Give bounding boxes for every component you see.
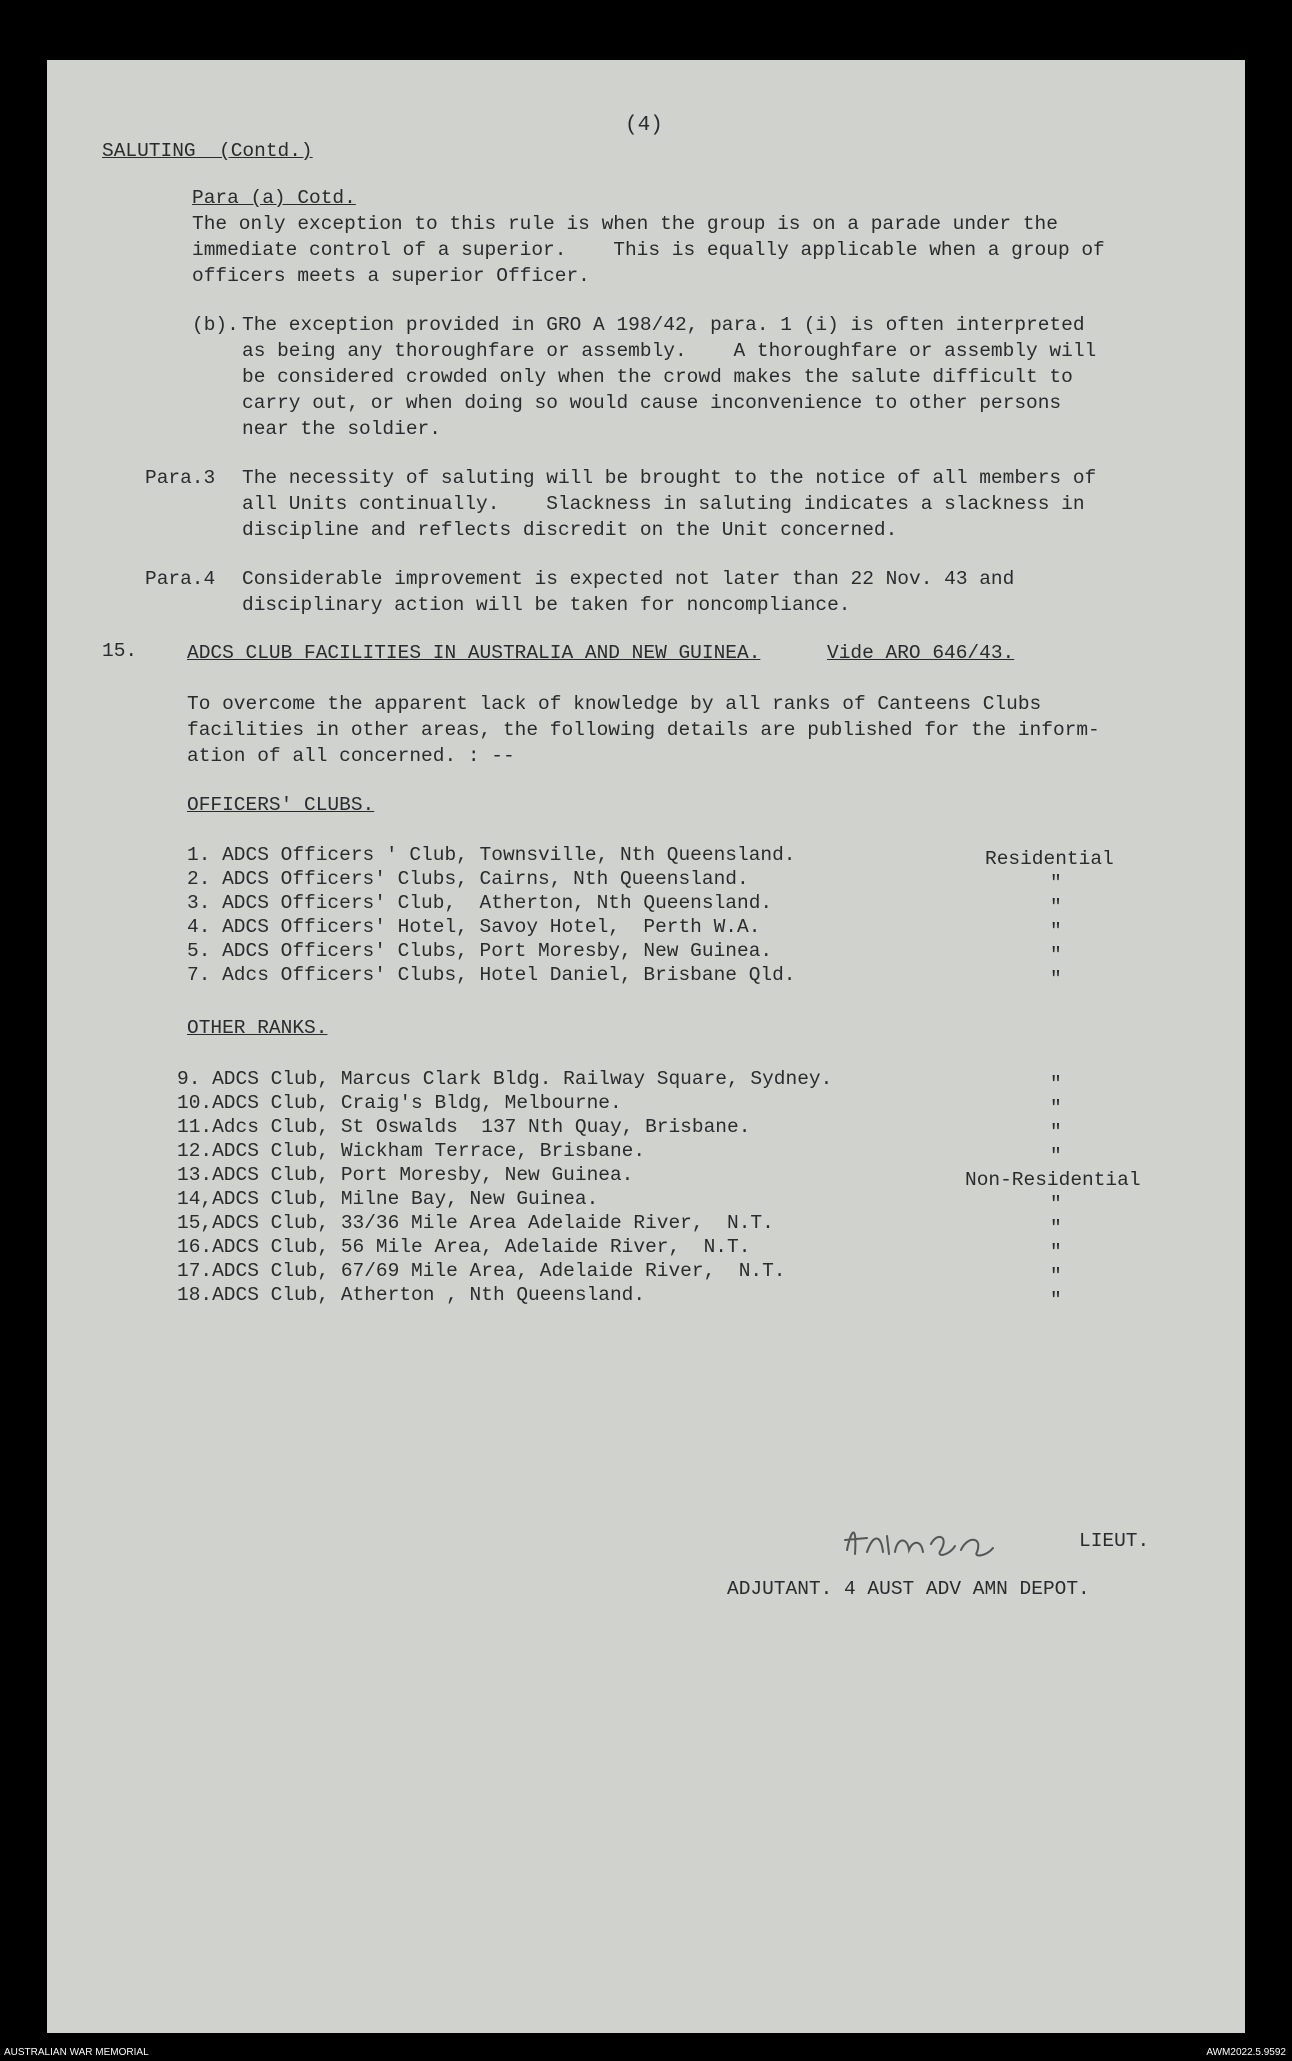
footer-left-label: AUSTRALIAN WAR MEMORIAL <box>4 2047 149 2058</box>
officers-club-status: " <box>1050 944 1062 966</box>
officers-club-status: " <box>1050 872 1062 894</box>
other-ranks-item: 15,ADCS Club, 33/36 Mile Area Adelaide River, N.T. <box>177 1212 774 1234</box>
section-15-ref: Vide ARO 646/43. <box>827 642 1015 664</box>
section-15-intro-line: ation of all concerned. : -- <box>187 745 515 767</box>
para-b-line: carry out, or when doing so would cause inconvenience to other persons <box>242 392 1062 414</box>
other-ranks-item: 10.ADCS Club, Craig's Bldg, Melbourne. <box>177 1092 622 1114</box>
para-3-line: all Units continually. Slackness in saluting indicates a slackness in <box>242 493 1085 515</box>
other-ranks-status: " <box>1050 1217 1062 1239</box>
para-b-line: The exception provided in GRO A 198/42, para. 1 (i) is often interpreted <box>242 314 1085 336</box>
other-ranks-status: " <box>1050 1241 1062 1263</box>
other-ranks-item: 11.Adcs Club, St Oswalds 137 Nth Quay, Brisbane. <box>177 1116 751 1138</box>
section-15-number: 15. <box>102 640 138 662</box>
section-15-title: ADCS CLUB FACILITIES IN AUSTRALIA AND NEW GUINEA. <box>187 642 761 664</box>
para-b-line: as being any thoroughfare or assembly. A thoroughfare or assembly will <box>242 340 1097 362</box>
other-ranks-status: " <box>1050 1073 1062 1095</box>
section-15-intro-line: facilities in other areas, the following details are published for the inform- <box>187 719 1100 741</box>
other-ranks-status: " <box>1050 1097 1062 1119</box>
para-a-line: The only exception to this rule is when the group is on a parade under the <box>192 213 1058 235</box>
officers-club-status: " <box>1050 920 1062 942</box>
other-ranks-item: 17.ADCS Club, 67/69 Mile Area, Adelaide River, N.T. <box>177 1260 786 1282</box>
other-ranks-item: 12.ADCS Club, Wickham Terrace, Brisbane. <box>177 1140 646 1162</box>
para-4-label: Para.4 <box>145 568 216 590</box>
footer-right-label: AWM2022.5.9592 <box>1206 2047 1286 2058</box>
officers-club-status: Residential <box>985 848 1114 870</box>
para-b-line: be considered crowded only when the crowd makes the salute difficult to <box>242 366 1073 388</box>
handwritten-signature <box>837 1510 1067 1570</box>
para-a-label: Para (a) Cotd. <box>192 187 356 209</box>
para-4-line: disciplinary action will be taken for noncompliance. <box>242 594 851 616</box>
other-ranks-item: 16.ADCS Club, 56 Mile Area, Adelaide River, N.T. <box>177 1236 751 1258</box>
para-b-line: near the soldier. <box>242 418 441 440</box>
other-ranks-status: Non-Residential <box>965 1169 1141 1191</box>
other-ranks-item: 14,ADCS Club, Milne Bay, New Guinea. <box>177 1188 599 1210</box>
other-ranks-status: " <box>1050 1193 1062 1215</box>
officers-club-item: 7. Adcs Officers' Clubs, Hotel Daniel, Brisbane Qld. <box>187 964 796 986</box>
signature-rank: LIEUT. <box>1079 1530 1150 1552</box>
para-3-line: The necessity of saluting will be brought to the notice of all members of <box>242 467 1097 489</box>
para-a-line: officers meets a superior Officer. <box>192 265 590 287</box>
other-ranks-status: " <box>1050 1121 1062 1143</box>
officers-club-status: " <box>1050 896 1062 918</box>
page-number: (4) <box>625 114 663 137</box>
other-ranks-item: 13.ADCS Club, Port Moresby, New Guinea. <box>177 1164 634 1186</box>
officers-club-status: " <box>1050 968 1062 990</box>
other-ranks-item: 18.ADCS Club, Atherton , Nth Queensland. <box>177 1284 646 1306</box>
officers-club-item: 1. ADCS Officers ' Club, Townsville, Nth Queensland. <box>187 844 796 866</box>
para-b-label: (b). <box>192 314 239 336</box>
officers-clubs-heading: OFFICERS' CLUBS. <box>187 794 375 816</box>
other-ranks-status: " <box>1050 1145 1062 1167</box>
officers-club-item: 4. ADCS Officers' Hotel, Savoy Hotel, Perth W.A. <box>187 916 761 938</box>
other-ranks-status: " <box>1050 1265 1062 1287</box>
other-ranks-heading: OTHER RANKS. <box>187 1017 328 1039</box>
section-heading: SALUTING (Contd.) <box>102 140 313 162</box>
para-3-line: discipline and reflects discredit on the Unit concerned. <box>242 519 898 541</box>
other-ranks-item: 9. ADCS Club, Marcus Clark Bldg. Railway Square, Sydney. <box>177 1068 833 1090</box>
officers-club-item: 2. ADCS Officers' Clubs, Cairns, Nth Queensland. <box>187 868 749 890</box>
section-15-intro-line: To overcome the apparent lack of knowledge by all ranks of Canteens Clubs <box>187 693 1042 715</box>
footer-bar <box>0 2046 1292 2061</box>
para-a-line: immediate control of a superior. This is equally applicable when a group of <box>192 239 1105 261</box>
signature-title: ADJUTANT. 4 AUST ADV AMN DEPOT. <box>727 1578 1090 1600</box>
document-page <box>47 60 1245 2033</box>
para-3-label: Para.3 <box>145 467 216 489</box>
officers-club-item: 5. ADCS Officers' Clubs, Port Moresby, New Guinea. <box>187 940 773 962</box>
officers-club-item: 3. ADCS Officers' Club, Atherton, Nth Queensland. <box>187 892 773 914</box>
other-ranks-status: " <box>1050 1289 1062 1311</box>
para-4-line: Considerable improvement is expected not later than 22 Nov. 43 and <box>242 568 1015 590</box>
